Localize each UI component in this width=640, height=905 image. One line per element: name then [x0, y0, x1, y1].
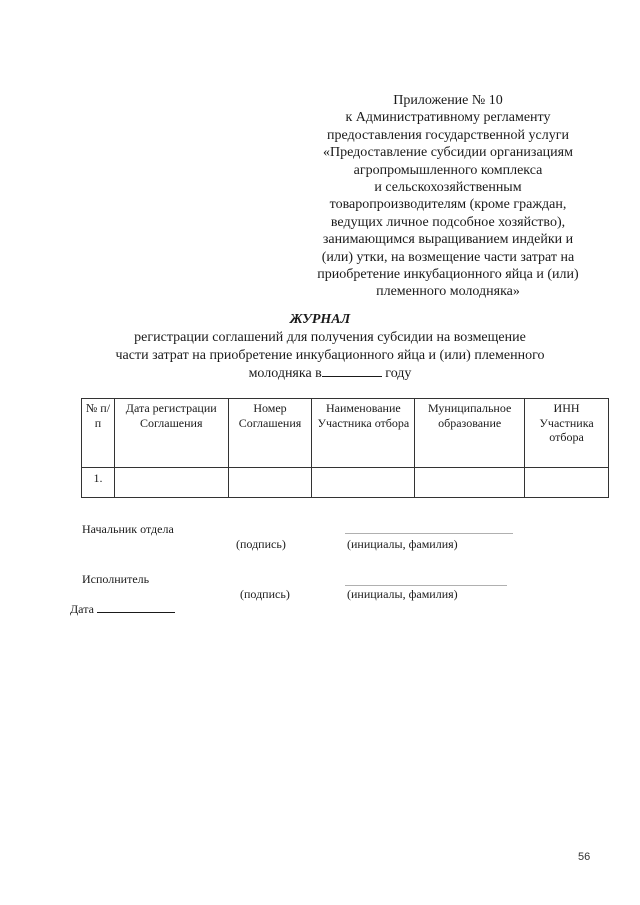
executor-initials-line: [345, 585, 507, 586]
executor-label: Исполнитель: [82, 572, 150, 586]
date-field: [70, 601, 175, 616]
year-blank: [322, 364, 382, 377]
executor-initials-caption: (инициалы, фамилия): [347, 587, 458, 601]
appendix-line: Приложение № 10: [393, 93, 503, 108]
column-header-registration-date: Дата регистрации Соглашения: [114, 399, 228, 468]
table-cell: [525, 468, 609, 498]
appendix-line: предоставления государственной услуги: [327, 127, 569, 143]
appendix-line: (или) утки, на возмещение части затрат на: [321, 249, 575, 265]
date-label: Дата: [70, 602, 94, 616]
journal-subtitle: [80, 329, 580, 383]
appendix-line: приобретение инкубационного яйца и (или): [317, 267, 579, 283]
registration-table: [81, 398, 609, 498]
head-initials-line: [345, 533, 513, 534]
column-header-number: № п/п: [82, 399, 115, 468]
table-cell: [228, 468, 312, 498]
appendix-line: занимающимся выращиванием индейки и: [322, 232, 574, 248]
date-blank-line: [97, 601, 175, 613]
appendix-header: [296, 92, 600, 301]
subtitle-line: части затрат на приобретение инкубационного яйца и (или) племенного: [115, 347, 545, 363]
table-row: [82, 468, 609, 498]
table-cell: [114, 468, 228, 498]
column-header-agreement-number: Номер Соглашения: [228, 399, 312, 468]
appendix-line: товаропроизводителям (кроме граждан,: [329, 197, 567, 213]
head-of-department-label: Начальник отдела: [82, 522, 174, 536]
appendix-line: ведущих личное подсобное хозяйство),: [330, 214, 566, 230]
journal-title: ЖУРНАЛ: [289, 312, 351, 327]
table-cell: [415, 468, 525, 498]
head-initials-caption: (инициалы, фамилия): [347, 537, 458, 551]
appendix-line: «Предоставление субсидии организациям: [323, 145, 573, 161]
table-cell: 1.: [82, 468, 115, 498]
appendix-line: к Административному регламенту: [345, 110, 551, 126]
subtitle-line: [80, 364, 580, 383]
appendix-line: и сельскохозяйственным: [374, 180, 522, 196]
table-header-row: [82, 399, 609, 468]
subtitle-line: регистрации соглашений для получения субсидии на возмещение: [134, 330, 526, 345]
executor-signature-caption: (подпись): [240, 587, 290, 601]
column-header-municipality: Муниципальное образование: [415, 399, 525, 468]
head-signature-caption: (подпись): [236, 537, 286, 551]
subtitle-year-suffix: году: [381, 366, 412, 381]
appendix-line: агропромышленного комплекса: [353, 162, 543, 178]
table-cell: [312, 468, 415, 498]
appendix-line: племенного молодняка»: [376, 284, 520, 300]
subtitle-year-prefix: молодняка в: [248, 366, 322, 381]
column-header-inn: ИНН Участника отбора: [525, 399, 609, 468]
column-header-participant-name: Наименование Участника отбора: [312, 399, 415, 468]
page-number: 56: [578, 851, 591, 863]
